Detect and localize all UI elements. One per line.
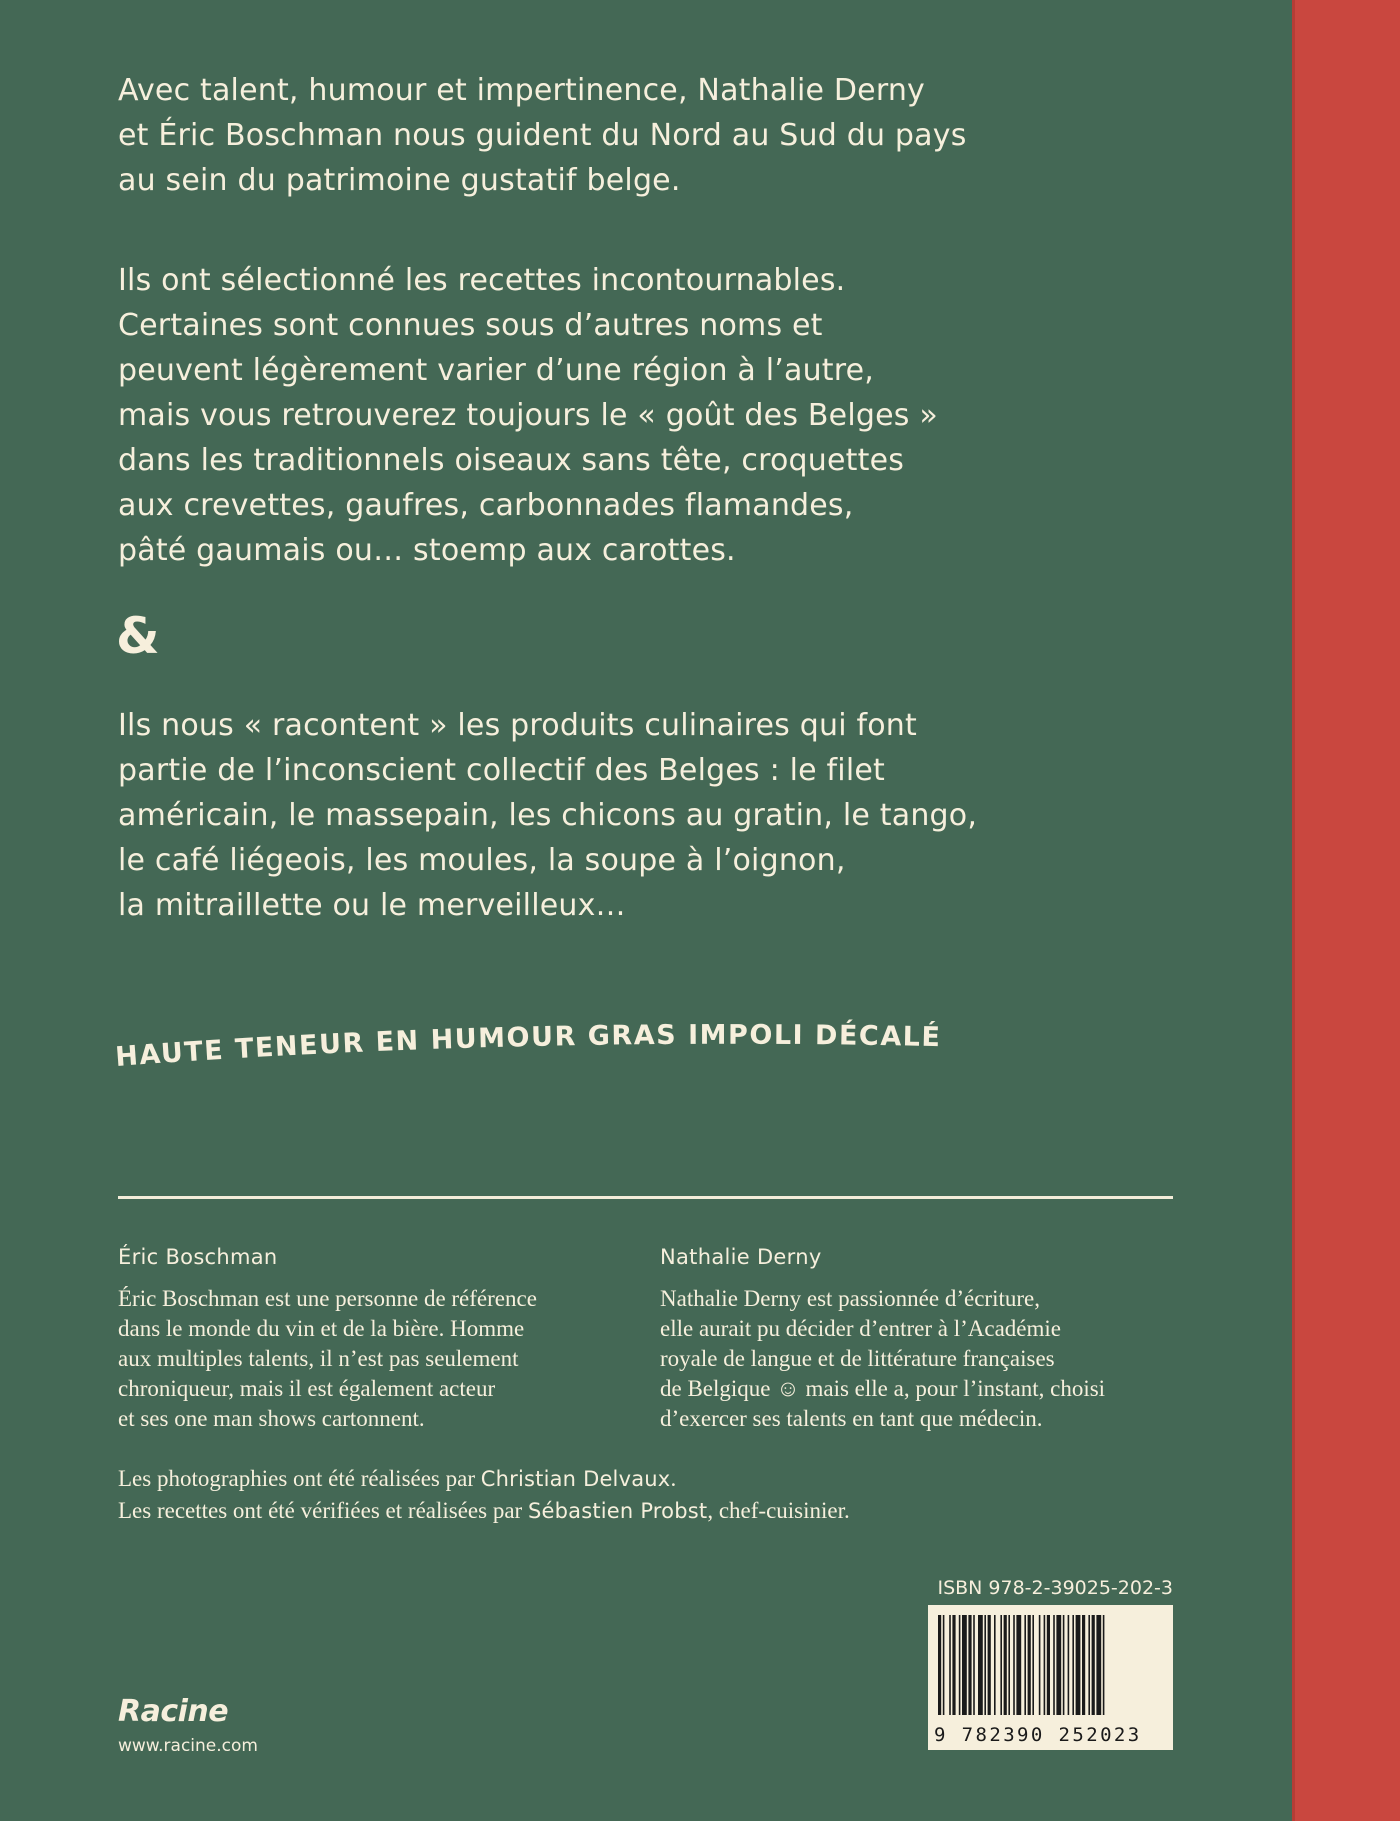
- barcode-bar: [984, 1615, 986, 1715]
- tagline-text: HAUTE TENEUR EN HUMOUR GRAS IMPOLI DÉCALÉ: [114, 1019, 942, 1073]
- barcode-bar: [943, 1615, 945, 1715]
- products-line: le café liégeois, les moules, la soupe à l’oignon,: [118, 843, 846, 878]
- barcode-bar: [1004, 1615, 1007, 1715]
- credits: [118, 1463, 1018, 1527]
- author-name: Nathalie Derny: [660, 1245, 822, 1269]
- recipes-line: Ils ont sélectionné les recettes incontournables.: [118, 263, 846, 298]
- barcode-bar: [1092, 1615, 1095, 1715]
- barcode-bar: [1053, 1615, 1055, 1715]
- barcode-bar: [938, 1615, 941, 1715]
- bio-line: de Belgique ☺ mais elle a, pour l’instant, choisi: [660, 1376, 1106, 1401]
- barcode-bar: [988, 1615, 991, 1715]
- bio-line: elle aurait pu décider d’entrer à l’Académie: [660, 1316, 1061, 1341]
- isbn-label: ISBN 978-2-39025-202-3: [937, 1577, 1173, 1599]
- intro-line: Avec talent, humour et impertinence, Nathalie Derny: [118, 73, 926, 108]
- barcode-bar: [978, 1615, 983, 1715]
- barcode-bar: [1072, 1615, 1074, 1715]
- barcode-bar: [1096, 1615, 1101, 1715]
- barcode-bar: [1008, 1615, 1010, 1715]
- intro-paragraph: [118, 68, 1118, 203]
- publisher-logo: Racine: [118, 1694, 229, 1729]
- bio-line: royale de langue et de littérature françaises: [660, 1346, 1055, 1371]
- barcode-bar: [962, 1615, 967, 1715]
- author-bio: [660, 1284, 1180, 1434]
- recipe-credit-suffix: , chef-cuisinier.: [707, 1498, 850, 1523]
- products-line: partie de l’inconscient collectif des Belges : le filet: [118, 753, 885, 788]
- svg-text:HAUTE TENEUR EN HUMOUR GRAS IM: [114, 1019, 941, 1073]
- barcode-bar: [949, 1615, 951, 1715]
- barcode-bar: [1056, 1615, 1061, 1715]
- photo-credit-prefix: Les photographies ont été réalisées par: [118, 1466, 481, 1491]
- tagline: [110, 1012, 1010, 1112]
- recipe-credit-prefix: Les recettes ont été vérifiées et réalisées par: [118, 1498, 528, 1523]
- photographer-name: Christian Delvaux: [480, 1467, 671, 1491]
- barcode-bar: [1082, 1615, 1085, 1715]
- author-bio: [118, 1284, 638, 1434]
- barcode-bar: [959, 1615, 961, 1715]
- barcode-bar: [973, 1615, 975, 1715]
- barcode-bar: [1032, 1615, 1034, 1715]
- bio-line: et ses one man shows cartonnent.: [118, 1406, 425, 1431]
- barcode-bar: [1039, 1615, 1041, 1715]
- barcode-bar: [1088, 1615, 1090, 1715]
- author-derny: [660, 1242, 1180, 1434]
- bio-line: Éric Boschman est une personne de référence: [118, 1286, 537, 1311]
- recipe-credit: [118, 1495, 1018, 1527]
- products-line: Ils nous « racontent » les produits culinaires qui font: [118, 708, 917, 743]
- barcode-bar: [1063, 1615, 1065, 1715]
- products-line: la mitraillette ou le merveilleux…: [118, 888, 626, 923]
- publisher-website: www.racine.com: [118, 1736, 258, 1756]
- barcode-bar: [1047, 1615, 1050, 1715]
- photo-credit-suffix: .: [670, 1466, 677, 1491]
- barcode-bar: [1016, 1615, 1021, 1715]
- barcode: [928, 1605, 1173, 1750]
- bio-line: d’exercer ses talents en tant que médecin.: [660, 1406, 1043, 1431]
- barcode-bar: [1028, 1615, 1031, 1715]
- recipes-line: mais vous retrouverez toujours le « goût des Belges »: [118, 398, 938, 433]
- bio-line: chroniqueur, mais il est également acteur: [118, 1376, 496, 1401]
- recipes-line: dans les traditionnels oiseaux sans tête, croquettes: [118, 443, 905, 478]
- bio-line: aux multiples talents, il n’est pas seulement: [118, 1346, 519, 1371]
- divider-rule: [118, 1196, 1173, 1199]
- barcode-bar: [968, 1615, 971, 1715]
- barcode-bar: [994, 1615, 996, 1715]
- intro-line: au sein du patrimoine gustatif belge.: [118, 163, 681, 198]
- barcode-bar: [1000, 1615, 1002, 1715]
- barcode-bar: [1044, 1615, 1046, 1715]
- chef-name: Sébastien Probst: [527, 1499, 708, 1523]
- ampersand: &: [116, 607, 160, 665]
- products-line: américain, le massepain, les chicons au gratin, le tango,: [118, 798, 978, 833]
- recipes-line: aux crevettes, gaufres, carbonnades flamandes,: [118, 488, 854, 523]
- bio-line: Nathalie Derny est passionnée d’écriture,: [660, 1286, 1040, 1311]
- barcode-bar: [952, 1615, 955, 1715]
- recipes-line: Certaines sont connues sous d’autres noms et: [118, 308, 823, 343]
- products-paragraph: [118, 703, 1118, 928]
- author-boschman: [118, 1242, 638, 1434]
- spine-edge: [1292, 0, 1295, 1821]
- photo-credit: [118, 1463, 1018, 1495]
- barcode-bar: [1103, 1615, 1105, 1715]
- barcode-bar: [1068, 1615, 1070, 1715]
- author-name: Éric Boschman: [118, 1245, 278, 1269]
- barcode-bar: [1076, 1615, 1081, 1715]
- barcode-bar: [1013, 1615, 1015, 1715]
- spine-band: [1292, 0, 1400, 1821]
- recipes-line: peuvent légèrement varier d’une région à l’autre,: [118, 353, 875, 388]
- barcode-digits: 9 782390 252023: [934, 1724, 1142, 1746]
- recipes-line: pâté gaumais ou… stoemp aux carottes.: [118, 533, 736, 568]
- barcode-bar: [1024, 1615, 1026, 1715]
- recipes-paragraph: [118, 258, 1118, 573]
- bio-line: dans le monde du vin et de la bière. Homme: [118, 1316, 525, 1341]
- intro-line: et Éric Boschman nous guident du Nord au Sud du pays: [118, 118, 967, 153]
